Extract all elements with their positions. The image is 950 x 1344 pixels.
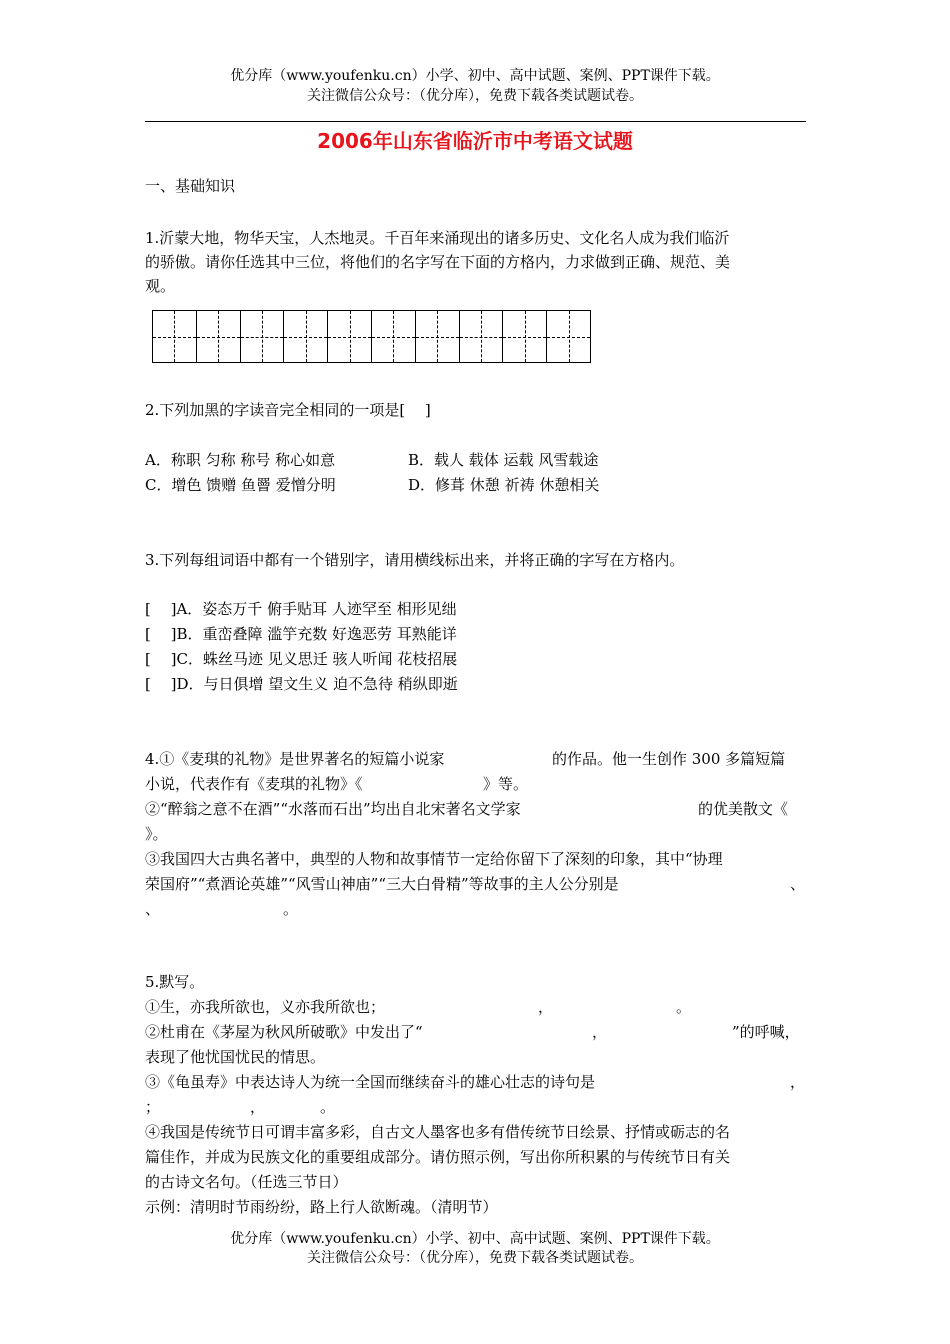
- grid-cell[interactable]: [547, 311, 590, 362]
- grid-cell[interactable]: [328, 311, 372, 362]
- q3-stem: 3.下列每组词语中都有一个错别字，请用横线标出来，并将正确的字写在方格内。: [145, 551, 685, 569]
- page-title: 2006年山东省临沂市中考语文试题: [317, 129, 633, 153]
- q4-line-3b: 的优美散文《: [698, 800, 789, 818]
- section-heading: 一、基础知识: [145, 177, 236, 195]
- q4-line-1b: 的作品。他一生创作 300 多篇短篇: [552, 750, 786, 768]
- q3-option-b: [ ]B．重峦叠障 滥竽充数 好逸恶劳 耳熟能详: [145, 625, 457, 643]
- q5-line-5c: 。: [320, 1098, 336, 1116]
- grid-cell[interactable]: [372, 311, 416, 362]
- q4-line-3a: ②“醉翁之意不在酒”“水落而石出”均出自北宋著名文学家: [145, 800, 521, 818]
- grid-cell[interactable]: [153, 311, 197, 362]
- grid-cell[interactable]: [284, 311, 328, 362]
- grid-cell[interactable]: [197, 311, 241, 362]
- q5-line-2c: ”的呼喊，: [732, 1023, 800, 1041]
- q5-line-8: 的古诗文名句。（任选三节日）: [145, 1173, 348, 1191]
- q5-line-5a: ；: [145, 1098, 161, 1116]
- q1-line-1: 1.沂蒙大地，物华天宝，人杰地灵。千百年来涌现出的诸多历史、文化名人成为我们临沂: [145, 229, 730, 247]
- grid-cell[interactable]: [503, 311, 547, 362]
- q5-line-1a: ①生，亦我所欲也，义亦我所欲也；: [145, 998, 386, 1016]
- q4-line-6a: 荣国府”“煮酒论英雄”“风雪山神庙”“三大白骨精”等故事的主人公分别是: [145, 875, 619, 893]
- q2-option-c: C．增色 馈赠 鱼罾 爱憎分明: [145, 476, 336, 494]
- q1-line-2: 的骄傲。请你任选其中三位，将他们的名字写在下面的方格内，力求做到正确、规范、美: [145, 253, 731, 271]
- header-line-2: 关注微信公众号：（优分库），免费下载各类试题试卷。: [307, 88, 643, 104]
- q4-line-2b: 》等。: [483, 775, 529, 793]
- q5-line-3: 表现了他忧国忧民的情思。: [145, 1048, 326, 1066]
- q2-option-b: B．载人 载体 运载 风雪载途: [408, 451, 599, 469]
- q4-line-7a: 、: [145, 900, 161, 918]
- q3-option-a: [ ]A．姿态万千 俯手贴耳 人迹罕至 相形见绌: [145, 600, 457, 618]
- q4-line-5: ③我国四大古典名著中，典型的人物和故事情节一定给你留下了深刻的印象，其中“协理: [145, 850, 723, 868]
- q2-option-d: D．修葺 休憩 祈祷 休憩相关: [408, 476, 600, 494]
- q4-line-2a: 小说，代表作有《麦琪的礼物》《: [145, 775, 363, 793]
- writing-grid[interactable]: [152, 310, 591, 363]
- grid-cell[interactable]: [416, 311, 460, 362]
- q5-line-7: 篇佳作，并成为民族文化的重要组成部分。请仿照示例，写出你所积累的与传统节日有关: [145, 1148, 731, 1166]
- q5-line-1b: ，: [538, 998, 554, 1016]
- header-divider: [145, 121, 806, 122]
- q5-line-5b: ，: [250, 1098, 266, 1116]
- q5-line-6: ④我国是传统节日可谓丰富多彩，自古文人墨客也多有借传统节日绘景、抒情或砺志的名: [145, 1123, 731, 1141]
- q5-line-9: 示例：清明时节雨纷纷，路上行人欲断魂。（清明节）: [145, 1198, 498, 1216]
- q3-option-c: [ ]C．蛛丝马迹 见义思迁 骇人听闻 花枝招展: [145, 650, 458, 668]
- q4-line-1a: 4.①《麦琪的礼物》是世界著名的短篇小说家: [145, 750, 445, 768]
- q2-stem: 2.下列加黑的字读音完全相同的一项是[ ]: [145, 401, 431, 419]
- q3-option-d: [ ]D．与日俱增 望文生义 迫不急待 稍纵即逝: [145, 675, 458, 693]
- q5-line-2b: ，: [592, 1023, 608, 1041]
- q5-line-2a: ②杜甫在《茅屋为秋风所破歌》中发出了“: [145, 1023, 423, 1041]
- footer-line-1: 优分库（www.youfenku.cn）小学、初中、高中试题、案例、PPT课件下载。: [230, 1231, 720, 1247]
- grid-cell[interactable]: [460, 311, 504, 362]
- q4-line-4: 》。: [145, 825, 168, 843]
- q5-line-4b: ，: [790, 1073, 806, 1091]
- q4-line-6b: 、: [790, 875, 806, 893]
- grid-cell[interactable]: [241, 311, 285, 362]
- q5-line-4a: ③《龟虽寿》中表达诗人为统一全国而继续奋斗的雄心壮志的诗句是: [145, 1073, 596, 1091]
- footer-line-2: 关注微信公众号：（优分库），免费下载各类试题试卷。: [307, 1250, 643, 1266]
- header-line-1: 优分库（www.youfenku.cn）小学、初中、高中试题、案例、PPT课件下载。: [230, 68, 720, 84]
- q4-line-7b: 。: [283, 900, 299, 918]
- q1-line-3: 观。: [145, 277, 176, 295]
- q5-stem: 5.默写。: [145, 973, 205, 991]
- q2-option-a: A．称职 匀称 称号 称心如意: [145, 451, 336, 469]
- q5-line-1c: 。: [676, 998, 692, 1016]
